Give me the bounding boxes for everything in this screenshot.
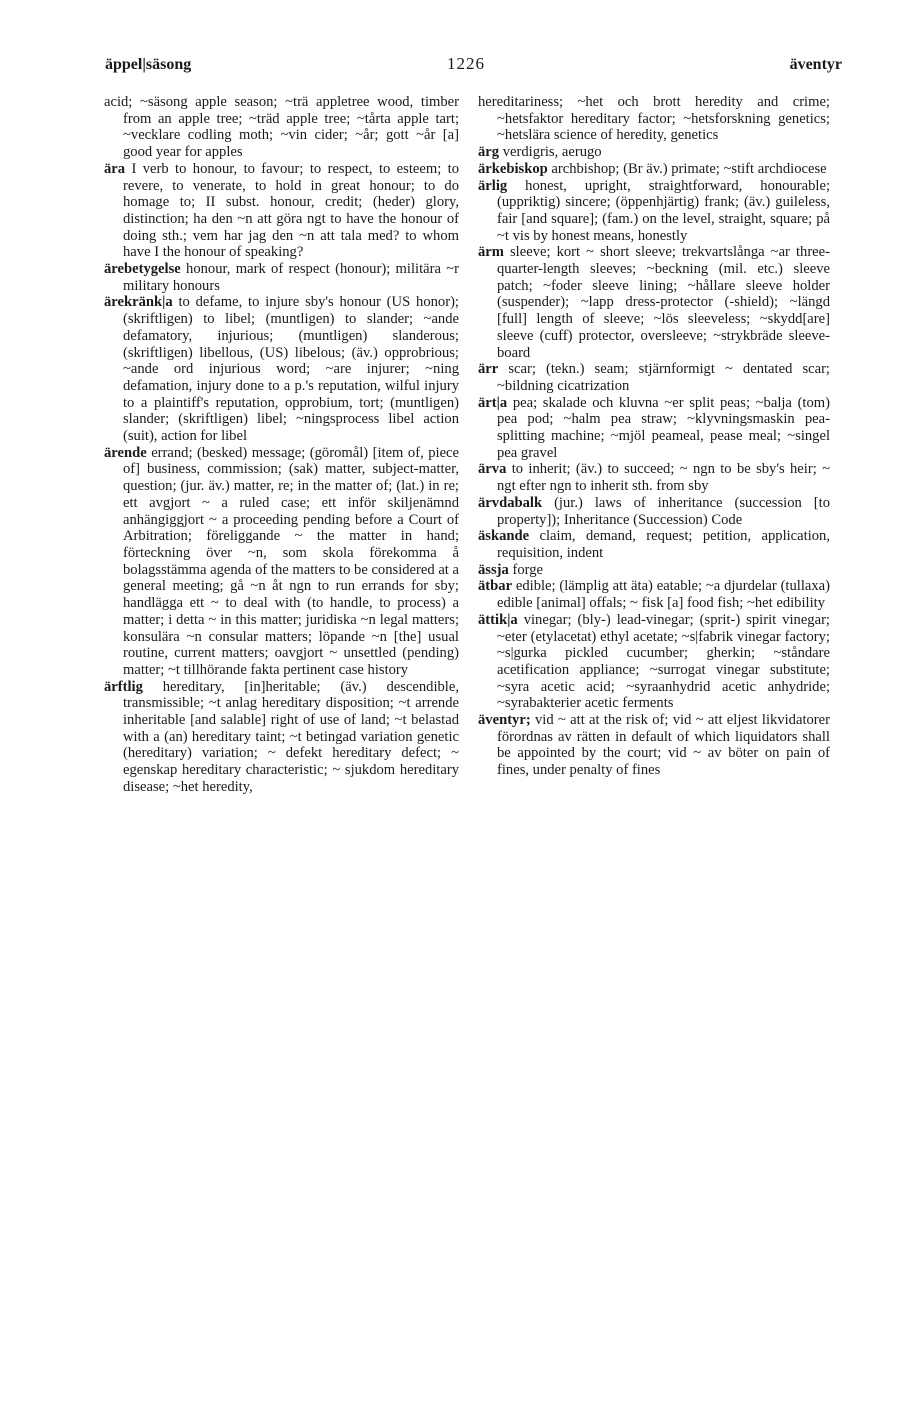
definition: archbishop; (Br äv.) primate; ~stift archdiocese <box>547 160 827 177</box>
entry <box>478 578 830 611</box>
entry <box>104 161 459 261</box>
headword: äventyr; <box>478 712 531 729</box>
definition: honour, mark of respect (honour); militära ~r military honours <box>123 261 459 294</box>
definition: sleeve; kort ~ short sleeve; trekvartslånga ~ar three-quarter-length sleeves; ~beckning (mil. etc.) sleeve patch; ~foder sleeve lining; ~hållare sleeve holder (suspender); ~lapp dress-protector (-shield); ~längd [full] length of sleeve; ~lös sleeveless; ~skydd[are] sleeve (cuff) protector, oversleeve; ~strykbräde sleeve-board <box>497 244 830 361</box>
definition: hereditariness; ~het och brott heredity and crime; ~hetsfaktor hereditary factor; ~hetsforskning genetics; ~hetslära science of heredity, genetics <box>478 94 830 144</box>
entry <box>478 244 830 361</box>
entry <box>478 395 830 462</box>
entry <box>478 528 830 561</box>
definition: verdigris, aerugo <box>499 144 602 161</box>
definition: to inherit; (äv.) to succeed; ~ ngn to be sby's heir; ~ ngt efter ngn to inherit sth. from sby <box>497 461 830 495</box>
definition: honest, upright, straightforward, honourable; (uppriktig) sincere; (öppenhjärtig) frank; (äv.) guileless, fair [and square]; (fam.) on the level, straight, square; på ~t vis by honest means, honestly <box>497 177 830 244</box>
headword: ärvdabalk <box>478 494 543 511</box>
entry <box>478 495 830 528</box>
headword: ätbar <box>478 578 513 595</box>
headword: ärekränk|a <box>104 294 173 311</box>
headword: ättik|a <box>478 611 518 628</box>
entry <box>104 679 459 796</box>
definition: (jur.) laws of inheritance (succession [to property]); Inheritance (Succession) Code <box>497 494 830 528</box>
right-column <box>478 94 830 779</box>
headword: ärebetygelse <box>104 261 181 278</box>
headword: ärg <box>478 144 500 161</box>
entry <box>478 712 830 779</box>
definition: acid; ~säsong apple season; ~trä appletree wood, timber from an apple tree; ~träd apple tree; ~tårta apple tart; ~vecklare codling moth; ~vin cider; ~år; gott ~år [a] good year for apples <box>104 94 459 161</box>
definition: forge <box>508 561 543 578</box>
definition: to defame, to injure sby's honour (US honor); (skriftligen) to libel; (muntligen) to slander; ~ande defamatory, injurious; (muntligen) slanderous; (skriftligen) libellous, (US) libelous; (äv.) opprobrious; ~ande ord injurious word; ~are injurer; ~ning defamation, injury done to a p.'s reputation, wilful injury to a plaintiff's reputation, opprobium, tort; (muntligen) slander; (skriftligen) libel; ~ningsprocess libel action (suit), action for libel <box>123 294 459 445</box>
entry <box>478 562 830 579</box>
headword: ärm <box>478 244 504 261</box>
headword: ässja <box>478 561 509 578</box>
headword: ärlig <box>478 177 508 194</box>
page-header <box>105 56 842 82</box>
entry <box>478 361 830 394</box>
definition: vid ~ att at the risk of; vid ~ att eljest likvidatorer förordnas av rätten in default of which liquidators shall be appointed by the court; vid ~ av böter on pain of fines, under penalty of fines <box>497 712 830 779</box>
headword: ärr <box>478 361 499 378</box>
headword: äskande <box>478 528 530 545</box>
header-left-guideword: äppel|säsong <box>105 56 192 73</box>
headword: ärende <box>104 444 147 461</box>
left-column <box>104 94 459 796</box>
entry <box>104 94 459 161</box>
entry <box>104 445 459 679</box>
entry <box>478 178 830 245</box>
header-right-guideword: äventyr <box>789 56 842 73</box>
definition: claim, demand, request; petition, application, requisition, indent <box>497 528 830 561</box>
definition: edible; (lämplig att äta) eatable; ~a djurdelar (tullaxa) edible [animal] offals; ~ fisk [a] food fish; ~het edibility <box>497 578 830 612</box>
headword: ärftlig <box>104 678 143 695</box>
headword: ärva <box>478 461 507 478</box>
entry <box>478 94 830 144</box>
entry <box>104 294 459 444</box>
definition: vinegar; (bly-) lead-vinegar; (sprit-) spirit vinegar; ~eter (etylacetat) ethyl acetate; ~s|fabrik vinegar factory; ~s|gurka pickled cucumber; gherkin; ~ståndare acetification appliance; ~surrogat vinegar substitute; ~syra acetic acid; ~syraanhydrid acetic anhydride; ~syrabakterier acetic ferments <box>497 611 830 712</box>
headword: ärt|a <box>478 394 508 411</box>
headword: ärkebiskop <box>478 160 548 177</box>
definition: scar; (tekn.) seam; stjärnformigt ~ dentated scar; ~bildning cicatrization <box>497 361 830 394</box>
definition: pea; skalade och kluvna ~er split peas; ~balja (tom) pea pod; ~halm pea straw; ~klyvningsmaskin pea-splitting machine; ~mjöl peameal, pease meal; ~singel pea gravel <box>497 394 830 461</box>
definition: hereditary, [in]heritable; (äv.) descendible, transmissible; ~t anlag hereditary disposition; ~t arrende inheritable [and salable] right of use of land; ~t belastad with a (an) hereditary taint; ~t betingad variation genetic (hereditary) variation; ~ defekt hereditary defect; ~ egenskap hereditary characteristic; ~ sjukdom hereditary disease; ~het heredity, <box>123 678 459 795</box>
definition: I verb to honour, to favour; to respect, to esteem; to revere, to venerate, to hold in great honour; to do homage to; II subst. honour, credit; (heder) glory, distinction; ha den ~n att göra ngt to have the honour of doing sth.; vem har jag den ~n att tala med? to whom have I the honour of speaking? <box>123 160 459 261</box>
entry <box>478 144 830 161</box>
entry <box>104 261 459 294</box>
page-number: 1226 <box>447 54 485 73</box>
headword: ära <box>104 160 126 177</box>
definition: errand; (besked) message; (göromål) [item of, piece of] business, commission; (sak) matter, subject-matter, question; (jur. äv.) matter, re; in the matter of; (lat.) in re; ett avgjort ~ a ruled case; ett inför skiljenämnd anhängiggjort ~ a proceeding pending before a Court of Arbitration; föreliggande ~ the matter in hand; förteckning över ~n, som skola förekomma å bolagsstämma agenda of the matters to be considered at a general meeting; gå ~n åt ngn to run errands for sby; handlägga ett ~ to deal with (to handle, to process) a matter; i detta ~ in this matter; juridiska ~n legal matters; konsulära ~n consular matters; löpande ~n [the] usual routine, current matters; oavgjort ~ unsettled (pending) matter; ~t tillhörande fakta pertinent case history <box>123 444 459 678</box>
entry <box>478 461 830 494</box>
entry <box>478 612 830 712</box>
entry <box>478 161 830 178</box>
